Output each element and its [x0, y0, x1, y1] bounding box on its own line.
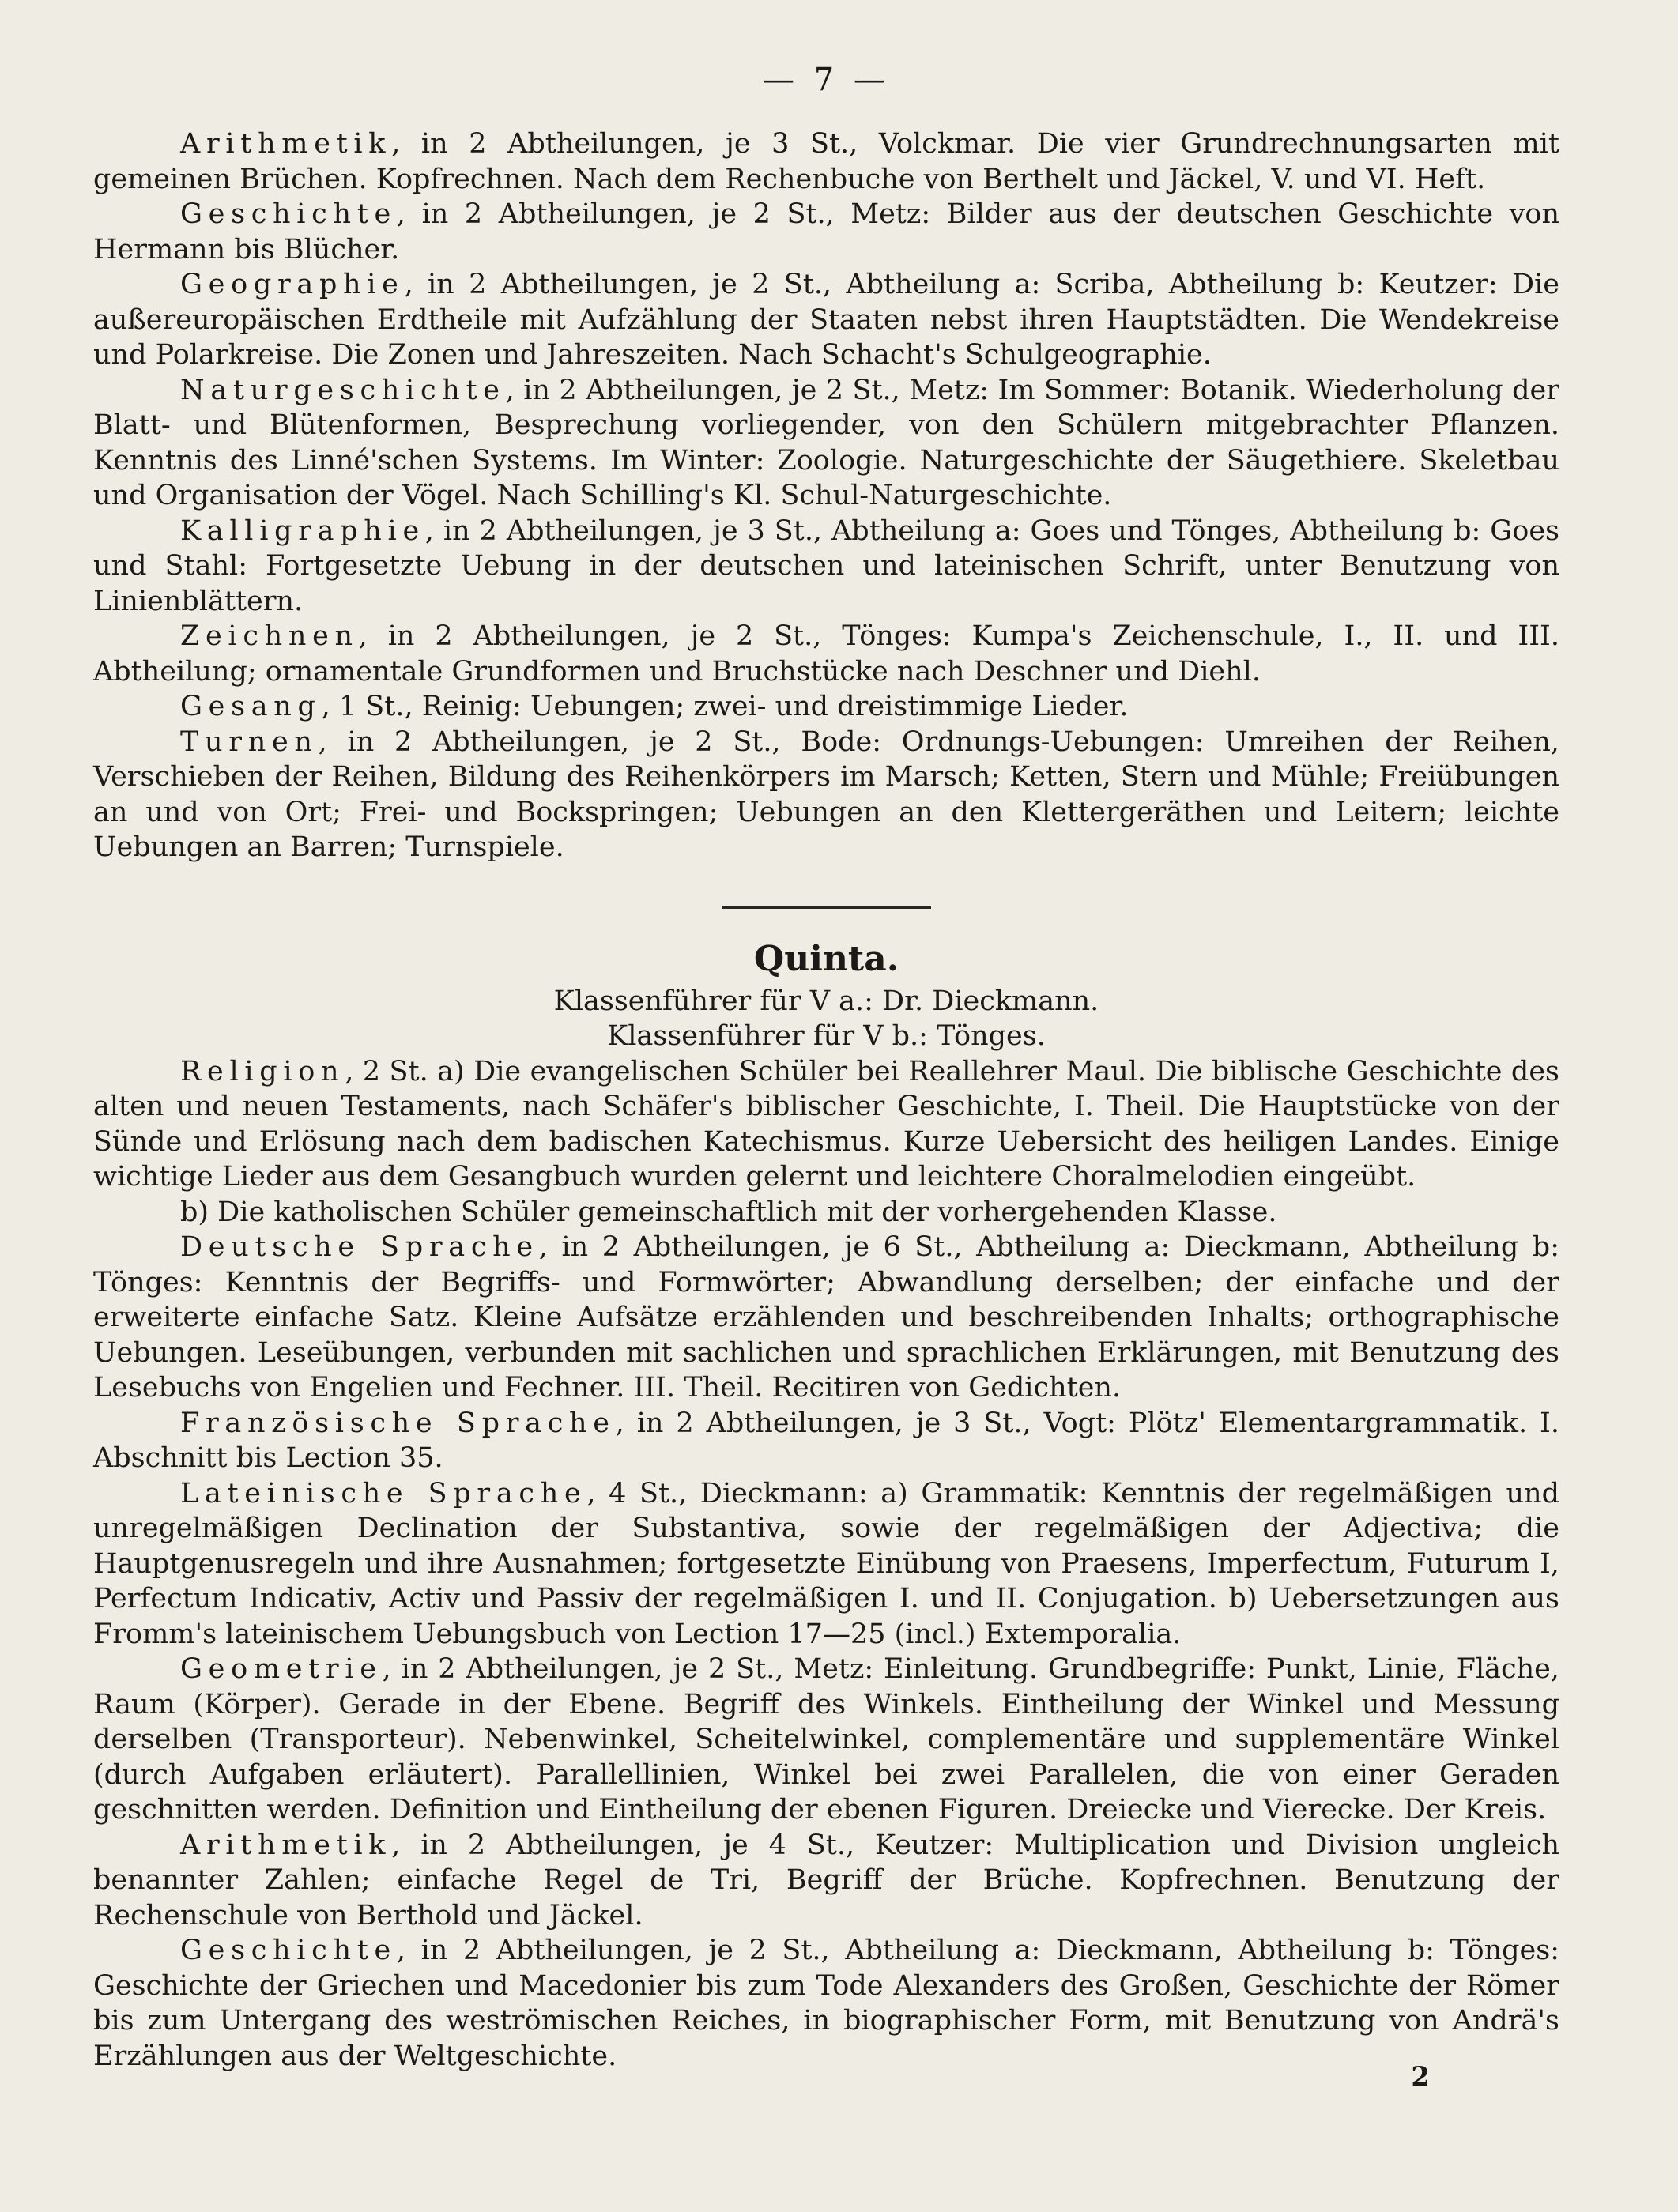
section-divider — [722, 906, 931, 909]
paragraph — [93, 1230, 1559, 1406]
paragraph — [93, 689, 1559, 725]
subject-heading: Kalligraphie — [180, 514, 425, 547]
paragraph — [93, 1195, 1559, 1230]
subject-heading: Turnen — [180, 725, 319, 758]
section-title: Quinta. — [753, 938, 899, 979]
paragraph — [93, 126, 1559, 197]
top-section — [93, 126, 1559, 865]
paragraph — [93, 1933, 1559, 2074]
paragraph — [93, 1054, 1559, 1195]
subject-heading: Geometrie — [180, 1653, 383, 1685]
signature-mark: 2 — [1411, 2061, 1430, 2093]
subject-heading: Deutsche Sprache — [180, 1231, 539, 1263]
paragraph-text: , 1 St., Reinig: Uebungen; zwei- und dreistimmige Lieder. — [321, 691, 1129, 722]
subject-heading: Gesang — [180, 691, 322, 722]
subject-heading: Französische Sprache — [180, 1407, 616, 1439]
subject-heading: Geschichte — [180, 1935, 397, 1966]
paragraph — [93, 619, 1559, 689]
subject-heading: Arithmetik — [180, 128, 392, 160]
quinta-section — [93, 1054, 1559, 2074]
paragraph-text: , in 2 Abtheilungen, je 2 St., Metz: Einleitung. Grundbegriffe: Punkt, Linie, Fläche, Raum (Körper). Gerade in der Ebene. Begriff des Winkels. Eintheilung der Winkel und Messung derselben (Transporteur). Nebenwinkel, Scheitelwinkel, complementäre und supplementäre Winkel (durch Aufgaben erläutert). Parallellinien, Winkel bei zwei Parallelen, die von einer Geraden geschnitten werden. Definition und Eintheilung der ebenen Figuren. Dreiecke und Vierecke. Der Kreis. — [93, 1653, 1559, 1826]
paragraph — [93, 1476, 1559, 1652]
subject-heading: Zeichnen — [180, 620, 359, 652]
paragraph — [93, 1406, 1559, 1476]
class-leader-line: Klassenführer für V a.: Dr. Dieckmann. — [553, 985, 1099, 1017]
subject-heading: Naturgeschichte — [180, 374, 506, 406]
page-number: — 7 — — [763, 62, 890, 98]
class-leader-line: Klassenführer für V b.: Tönges. — [607, 1020, 1046, 1052]
paragraph — [93, 514, 1559, 620]
paragraph-text: , in 2 Abtheilungen, je 3 St., Volckmar. Die vier Grundrechnungsarten mit gemeinen Brüchen. Kopfrechnen. Nach dem Rechenbuche von Berthelt und Jäckel, V. und VI. Heft. — [93, 128, 1559, 195]
subject-heading: Arithmetik — [180, 1829, 392, 1861]
paragraph-text: , 4 St., Dieckmann: a) Grammatik: Kenntnis der regelmäßigen und unregelmäßigen Declination der Substantiva, sowie der regelmäßigen der Adjectiva; die Hauptgenusregeln und ihre Ausnahmen; fortgesetzte Einübung von Praesens, Imperfectum, Futurum I, Perfectum Indicativ, Activ und Passiv der regelmäßigen I. und II. Conjugation. b) Uebersetzungen aus Fromm's lateinischem Uebungsbuch von Lection 17—25 (incl.) Extemporalia. — [93, 1477, 1559, 1650]
subject-heading: Geschichte — [180, 198, 397, 230]
paragraph-text: , in 2 Abtheilungen, je 2 St., Abtheilung a: Dieckmann, Abtheilung b: Tönges: Geschichte der Griechen und Macedonier bis zum Tode Alexanders des Großen, Geschichte der Römer bis zum Untergang des weströmischen Reiches, in biographischer Form, mit Benutzung von Andrä's Erzählungen aus der Weltgeschichte. — [93, 1935, 1559, 2072]
subject-heading: Geographie — [180, 269, 405, 300]
paragraph — [93, 1828, 1559, 1934]
subject-heading: Religion — [180, 1055, 345, 1087]
paragraph-text: , in 2 Abtheilungen, je 2 St., Bode: Ordnungs-Uebungen: Umreihen der Reihen, Verschieben der Reihen, Bildung des Reihenkörpers im Marsch; Ketten, Stern und Mühle; Freiübungen an und von Ort; Frei- und Bockspringen; Uebungen an den Klettergeräthen und Leitern; leichte Uebungen an Barren; Turnspiele. — [93, 725, 1559, 863]
paragraph-text: , in 2 Abtheilungen, je 2 St., Metz: Im Sommer: Botanik. Wiederholung der Blatt- und Blütenformen, Besprechung vorliegender, von den Schülern mitgebrachter Pflanzen. Kenntnis des Linné'schen Systems. Im Winter: Zoologie. Naturgeschichte der Säugethiere. Skeletbau und Organisation der Vögel. Nach Schilling's Kl. Schul-Naturgeschichte. — [93, 374, 1559, 511]
paragraph-text: b) Die katholischen Schüler gemeinschaftlich mit der vorhergehenden Klasse. — [180, 1196, 1277, 1228]
paragraph-text: , 2 St. a) Die evangelischen Schüler bei Reallehrer Maul. Die biblische Geschichte des alten und neuen Testaments, nach Schäfer's biblischer Geschichte, I. Theil. Die Hauptstücke von der Sünde und Erlösung nach dem badischen Katechismus. Kurze Uebersicht des heiligen Landes. Einige wichtige Lieder aus dem Gesangbuch wurden gelernt und leichtere Choralmelodien eingeübt. — [93, 1055, 1559, 1193]
paragraph — [93, 1652, 1559, 1828]
paragraph-text: , in 2 Abtheilungen, je 2 St., Metz: Bilder aus der deutschen Geschichte von Hermann bis Blücher. — [93, 198, 1559, 266]
paragraph-text: , in 2 Abtheilungen, je 2 St., Abtheilung a: Scriba, Abtheilung b: Keutzer: Die außereuropäischen Erdtheile mit Aufzählung der Staaten nebst ihren Hauptstädten. Die Wendekreise und Polarkreise. Die Zonen und Jahreszeiten. Nach Schacht's Schulgeographie. — [93, 269, 1559, 371]
paragraph — [93, 197, 1559, 267]
subject-heading: Lateinische Sprache — [180, 1477, 587, 1509]
paragraph-text: , in 2 Abtheilungen, je 6 St., Abtheilung a: Dieckmann, Abtheilung b: Tönges: Kenntnis der Begriffs- und Formwörter; Abwandlung derselben; der einfache und der erweiterte einfache Satz. Kleine Aufsätze erzählenden und beschreibenden Inhalts; orthographische Uebungen. Leseübungen, verbunden mit sachlichen und sprachlichen Erklärungen, mit Benutzung des Lesebuchs von Engelien und Fechner. III. Theil. Recitiren von Gedichten. — [93, 1231, 1559, 1404]
paragraph — [93, 267, 1559, 373]
paragraph-text: , in 2 Abtheilungen, je 3 St., Vogt: Plötz' Elementargrammatik. I. Abschnitt bis Lection 35. — [93, 1407, 1559, 1474]
paragraph-text: , in 2 Abtheilungen, je 4 St., Keutzer: Multiplication und Division ungleich benannter Zahlen; einfache Regel de Tri, Begriff der Brüche. Kopfrechnen. Benutzung der Rechenschule von Berthold und Jäckel. — [93, 1829, 1559, 1931]
paragraph — [93, 373, 1559, 514]
paragraph-text: , in 2 Abtheilungen, je 2 St., Tönges: Kumpa's Zeichenschule, I., II. und III. Abtheilung; ornamentale Grundformen und Bruchstücke nach Deschner und Diehl. — [93, 620, 1559, 688]
paragraph-text: , in 2 Abtheilungen, je 3 St., Abtheilung a: Goes und Tönges, Abtheilung b: Goes und Stahl: Fortgesetzte Uebung in der deutschen und lateinischen Schrift, unter Benutzung von Linienblättern. — [93, 514, 1559, 617]
paragraph — [93, 725, 1559, 865]
